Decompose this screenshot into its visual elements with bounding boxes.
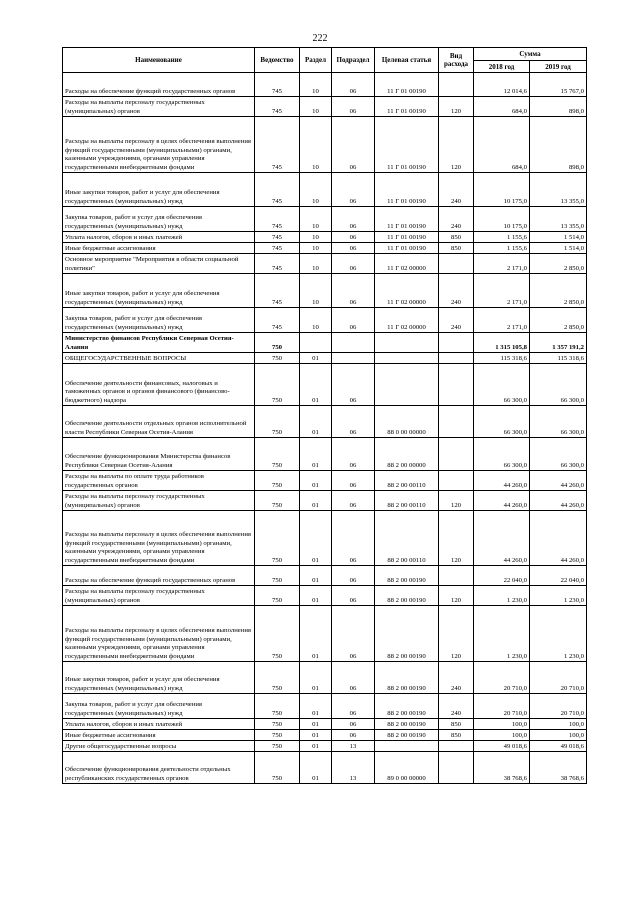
row-sum-2019: 15 767,0 [530,73,587,97]
row-target: 88 0 00 00000 [375,406,439,438]
row-vid [439,741,474,752]
row-sum-2018: 66 300,0 [474,438,530,471]
row-podrazdel: 06 [332,406,375,438]
row-sum-2018: 2 171,0 [474,254,530,274]
row-vedomstvo: 745 [255,97,300,117]
row-razdel: 01 [300,491,332,511]
row-vid: 850 [439,730,474,741]
row-vid: 120 [439,117,474,173]
row-sum-2018: 684,0 [474,97,530,117]
row-razdel: 01 [300,586,332,606]
table-row [63,511,587,566]
row-sum-2018: 2 171,0 [474,274,530,308]
row-sum-2019: 1 514,0 [530,243,587,254]
row-sum-2018: 115 318,6 [474,353,530,364]
row-podrazdel: 06 [332,471,375,491]
row-sum-2018: 1 315 105,8 [474,333,530,353]
row-podrazdel: 06 [332,719,375,730]
row-sum-2019: 898,0 [530,97,587,117]
row-name: Расходы на выплаты по оплате труда работников государственных органов [63,471,255,491]
row-sum-2019: 115 318,6 [530,353,587,364]
row-sum-2019: 100,0 [530,730,587,741]
row-sum-2019: 2 850,0 [530,308,587,333]
row-podrazdel: 06 [332,438,375,471]
row-target: 88 2 00 00000 [375,438,439,471]
row-name: Иные закупки товаров, работ и услуг для обеспечения государственных (муниципальных) нужд [63,173,255,207]
row-razdel: 10 [300,73,332,97]
row-vedomstvo: 750 [255,471,300,491]
row-razdel: 01 [300,438,332,471]
row-name: Обеспечение функционирования Министерства финансов Республики Северная Осетия-Алания [63,438,255,471]
row-vedomstvo: 745 [255,274,300,308]
row-target: 88 2 00 00190 [375,606,439,662]
row-sum-2018: 44 260,0 [474,491,530,511]
row-sum-2018: 100,0 [474,730,530,741]
row-sum-2019: 1 514,0 [530,232,587,243]
row-target [375,364,439,406]
row-target: 11 Г 01 00190 [375,243,439,254]
row-sum-2019: 66 300,0 [530,438,587,471]
row-vid [439,333,474,353]
row-name: Обеспечение деятельности отдельных органов исполнительной власти Республики Северная Осетия-Алания [63,406,255,438]
row-vedomstvo: 750 [255,353,300,364]
row-vedomstvo: 745 [255,73,300,97]
row-sum-2019: 1 230,0 [530,606,587,662]
row-vid [439,353,474,364]
row-name: Министерство финансов Республики Северная Осетия-Алания [63,333,255,353]
row-name: Расходы на обеспечение функций государственных органов [63,73,255,97]
row-name: Расходы на выплаты персоналу в целях обеспечения выполнения функций государственными (муниципальными) органами, казенными учреждениями, органами управления государственными внебюджетными фондами [63,511,255,566]
row-sum-2019: 44 260,0 [530,491,587,511]
row-razdel: 01 [300,606,332,662]
table-row [63,364,587,406]
row-razdel: 01 [300,694,332,719]
row-name: Расходы на выплаты персоналу государственных (муниципальных) органов [63,491,255,511]
table-row [63,353,587,364]
row-vid: 240 [439,694,474,719]
row-sum-2018: 20 710,0 [474,694,530,719]
row-podrazdel: 06 [332,606,375,662]
row-target: 11 Г 01 00190 [375,73,439,97]
table-row [63,308,587,333]
row-podrazdel: 06 [332,232,375,243]
row-razdel: 01 [300,364,332,406]
row-target: 11 Г 01 00190 [375,232,439,243]
row-name: Другие общегосударственные вопросы [63,741,255,752]
row-name: Иные закупки товаров, работ и услуг для обеспечения государственных (муниципальных) нужд [63,274,255,308]
table-row [63,232,587,243]
header-podrazdel: Подраздел [332,48,375,73]
row-vedomstvo: 750 [255,606,300,662]
row-vid [439,73,474,97]
row-vedomstvo: 750 [255,662,300,694]
table-row [63,406,587,438]
row-razdel: 01 [300,730,332,741]
table-row [63,566,587,586]
row-vid [439,438,474,471]
header-2018: 2018 год [474,61,530,73]
row-name: Расходы на выплаты персоналу государственных (муниципальных) органов [63,586,255,606]
header-2019: 2019 год [530,61,587,73]
row-razdel: 01 [300,353,332,364]
row-name: Уплата налогов, сборов и иных платежей [63,232,255,243]
row-vedomstvo: 750 [255,566,300,586]
row-razdel: 01 [300,511,332,566]
row-sum-2019: 1 230,0 [530,586,587,606]
row-podrazdel: 06 [332,173,375,207]
row-sum-2019: 44 260,0 [530,511,587,566]
page-number: 222 [312,33,328,44]
row-podrazdel: 06 [332,491,375,511]
row-vid: 850 [439,719,474,730]
row-target [375,741,439,752]
row-name: Расходы на обеспечение функций государственных органов [63,566,255,586]
table-row [63,730,587,741]
row-target: 11 Г 01 00190 [375,97,439,117]
row-target: 88 2 00 00190 [375,662,439,694]
row-sum-2018: 66 300,0 [474,406,530,438]
row-sum-2019: 49 018,6 [530,741,587,752]
row-sum-2018: 66 300,0 [474,364,530,406]
row-name: Иные бюджетные ассигнования [63,243,255,254]
row-podrazdel: 06 [332,662,375,694]
row-sum-2019: 2 850,0 [530,254,587,274]
row-podrazdel: 06 [332,566,375,586]
row-razdel: 01 [300,741,332,752]
row-podrazdel [332,333,375,353]
table-row [63,752,587,784]
header-razdel: Раздел [300,48,332,73]
row-podrazdel: 13 [332,741,375,752]
table-row [63,741,587,752]
row-podrazdel: 06 [332,364,375,406]
row-name: Иные закупки товаров, работ и услуг для обеспечения государственных (муниципальных) нужд [63,662,255,694]
row-target: 11 Г 01 00190 [375,207,439,232]
row-sum-2018: 1 155,6 [474,243,530,254]
row-vid: 850 [439,243,474,254]
row-podrazdel: 06 [332,730,375,741]
row-vid: 240 [439,207,474,232]
row-sum-2018: 100,0 [474,719,530,730]
row-vid [439,471,474,491]
row-vid [439,406,474,438]
table-row [63,491,587,511]
row-razdel: 10 [300,117,332,173]
row-vid [439,254,474,274]
header-target: Целевая статья [375,48,439,73]
row-target: 88 2 00 00190 [375,730,439,741]
row-vid: 120 [439,491,474,511]
row-sum-2019: 38 768,6 [530,752,587,784]
row-sum-2019: 66 300,0 [530,364,587,406]
row-vedomstvo: 750 [255,752,300,784]
row-target: 11 Г 02 00000 [375,308,439,333]
row-razdel: 10 [300,308,332,333]
table-row [63,471,587,491]
row-vedomstvo: 750 [255,719,300,730]
row-vedomstvo: 750 [255,694,300,719]
table-row [63,254,587,274]
table-row [63,719,587,730]
row-vid: 850 [439,232,474,243]
table-row [63,333,587,353]
row-razdel: 01 [300,406,332,438]
table-row [63,97,587,117]
header-sum: Сумма [474,48,587,61]
row-sum-2018: 2 171,0 [474,308,530,333]
row-sum-2019: 22 040,0 [530,566,587,586]
row-sum-2019: 13 355,0 [530,173,587,207]
table-row [63,73,587,97]
row-name: Обеспечение деятельности финансовых, налоговых и таможенных органов и органов финансового (финансово-бюджетного) надзора [63,364,255,406]
row-razdel: 10 [300,173,332,207]
row-vedomstvo: 750 [255,730,300,741]
table-row [63,207,587,232]
row-vid: 120 [439,511,474,566]
row-sum-2018: 20 710,0 [474,662,530,694]
row-podrazdel: 06 [332,694,375,719]
row-razdel: 01 [300,662,332,694]
row-vid: 120 [439,606,474,662]
row-name: Расходы на выплаты персоналу в целях обеспечения выполнения функций государственными (муниципальными) органами, казенными учреждениями, органами управления государственными внебюджетными фондами [63,606,255,662]
row-vedomstvo: 750 [255,586,300,606]
row-vedomstvo: 745 [255,243,300,254]
row-target: 11 Г 01 00190 [375,117,439,173]
row-vedomstvo: 745 [255,308,300,333]
row-vedomstvo: 745 [255,173,300,207]
row-target [375,333,439,353]
row-razdel: 01 [300,566,332,586]
row-sum-2019: 2 850,0 [530,274,587,308]
row-sum-2018: 684,0 [474,117,530,173]
row-vid: 240 [439,662,474,694]
table-row [63,243,587,254]
row-vedomstvo: 750 [255,333,300,353]
header-vedomstvo: Ведомство [255,48,300,73]
row-razdel: 01 [300,752,332,784]
row-vid [439,752,474,784]
row-name: Закупка товаров, работ и услуг для обеспечения государственных (муниципальных) нужд [63,308,255,333]
row-sum-2019: 20 710,0 [530,694,587,719]
row-name: Иные бюджетные ассигнования [63,730,255,741]
row-target: 11 Г 02 00000 [375,254,439,274]
row-razdel: 10 [300,254,332,274]
row-podrazdel: 06 [332,243,375,254]
row-vedomstvo: 750 [255,511,300,566]
row-sum-2018: 44 260,0 [474,511,530,566]
table-row [63,117,587,173]
row-name: Основное мероприятие "Мероприятия в области социальной политики" [63,254,255,274]
row-target: 88 2 00 00110 [375,511,439,566]
row-podrazdel: 06 [332,274,375,308]
row-podrazdel: 06 [332,97,375,117]
row-podrazdel: 06 [332,73,375,97]
row-vedomstvo: 745 [255,254,300,274]
row-target: 11 Г 02 00000 [375,274,439,308]
row-sum-2018: 10 175,0 [474,173,530,207]
row-sum-2019: 66 300,0 [530,406,587,438]
row-sum-2018: 49 018,6 [474,741,530,752]
row-razdel: 10 [300,232,332,243]
row-sum-2018: 44 260,0 [474,471,530,491]
row-vedomstvo: 750 [255,364,300,406]
row-name: Обеспечение функционирования деятельности отдельных республиканских государственных органов [63,752,255,784]
row-podrazdel: 13 [332,752,375,784]
table-row [63,662,587,694]
row-razdel: 01 [300,719,332,730]
header-vid: Вид расхода [439,48,474,73]
table-body [63,73,587,784]
row-razdel: 01 [300,471,332,491]
table-row [63,438,587,471]
row-target: 88 2 00 00190 [375,586,439,606]
row-sum-2018: 1 155,6 [474,232,530,243]
row-target: 88 2 00 00190 [375,566,439,586]
row-name: Расходы на выплаты персоналу в целях обеспечения выполнения функций государственными (муниципальными) органами, казенными учреждениями, органами управления государственными внебюджетными фондами [63,117,255,173]
row-razdel: 10 [300,274,332,308]
row-sum-2018: 22 040,0 [474,566,530,586]
table-row [63,586,587,606]
row-razdel [300,333,332,353]
row-target: 88 2 00 00110 [375,491,439,511]
row-name: Закупка товаров, работ и услуг для обеспечения государственных (муниципальных) нужд [63,694,255,719]
row-name: Расходы на выплаты персоналу государственных (муниципальных) органов [63,97,255,117]
row-podrazdel: 06 [332,117,375,173]
row-target: 88 2 00 00110 [375,471,439,491]
row-vid [439,364,474,406]
row-vid: 240 [439,173,474,207]
table-row [63,694,587,719]
row-vid [439,566,474,586]
row-target: 11 Г 01 00190 [375,173,439,207]
row-name: ОБЩЕГОСУДАРСТВЕННЫЕ ВОПРОСЫ [63,353,255,364]
row-vid: 240 [439,308,474,333]
row-podrazdel: 06 [332,308,375,333]
row-sum-2018: 10 175,0 [474,207,530,232]
row-sum-2019: 1 357 191,2 [530,333,587,353]
row-target [375,353,439,364]
row-sum-2018: 12 014,6 [474,73,530,97]
row-razdel: 10 [300,207,332,232]
row-vedomstvo: 750 [255,491,300,511]
row-podrazdel: 06 [332,254,375,274]
row-target: 89 0 00 00000 [375,752,439,784]
row-name: Уплата налогов, сборов и иных платежей [63,719,255,730]
row-name: Закупка товаров, работ и услуг для обеспечения государственных (муниципальных) нужд [63,207,255,232]
row-vid: 120 [439,97,474,117]
table-row [63,173,587,207]
row-vid: 120 [439,586,474,606]
row-vid: 240 [439,274,474,308]
row-vedomstvo: 745 [255,207,300,232]
row-vedomstvo: 745 [255,232,300,243]
row-sum-2018: 1 230,0 [474,586,530,606]
row-sum-2019: 100,0 [530,719,587,730]
row-vedomstvo: 750 [255,406,300,438]
row-razdel: 10 [300,97,332,117]
row-razdel: 10 [300,243,332,254]
row-vedomstvo: 750 [255,741,300,752]
row-podrazdel: 06 [332,511,375,566]
budget-table [62,47,587,784]
row-target: 88 2 00 00190 [375,694,439,719]
row-podrazdel: 06 [332,207,375,232]
row-sum-2019: 44 260,0 [530,471,587,491]
table-row [63,274,587,308]
row-vedomstvo: 745 [255,117,300,173]
row-sum-2019: 20 710,0 [530,662,587,694]
row-vedomstvo: 750 [255,438,300,471]
row-sum-2019: 898,0 [530,117,587,173]
header-name: Наименование [63,48,255,73]
row-podrazdel: 06 [332,586,375,606]
row-sum-2018: 38 768,6 [474,752,530,784]
row-sum-2019: 13 355,0 [530,207,587,232]
row-target: 88 2 00 00190 [375,719,439,730]
table-row [63,606,587,662]
row-podrazdel [332,353,375,364]
row-sum-2018: 1 230,0 [474,606,530,662]
